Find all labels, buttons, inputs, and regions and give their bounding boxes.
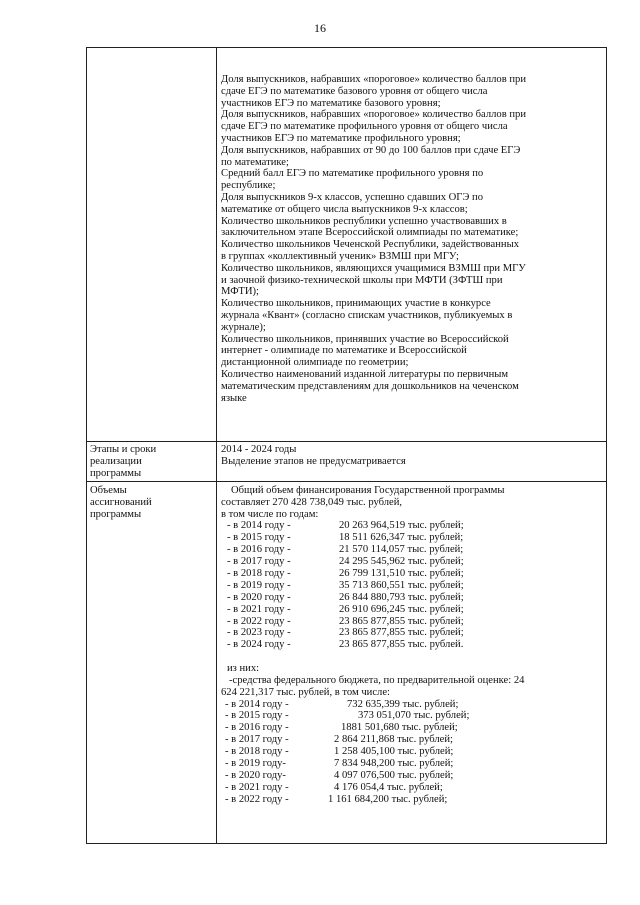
list-item: - в 2019 году - 35 713 860,551 тыс. рублей; [227, 579, 464, 591]
indicator-line: заключительном этапе Всероссийской олимпиады по математике; [221, 227, 519, 239]
indicator-line: журнале); [221, 321, 266, 333]
page-number: 16 [314, 21, 326, 35]
indicator-line: Доля выпускников, набравших от 90 до 100 баллов при сдаче ЕГЭ [221, 144, 521, 156]
list-item: - в 2018 году - 1 258 405,100 тыс. рублей; [225, 746, 454, 758]
of-which-label: из них: [227, 663, 260, 675]
list-item: - в 2018 году - 26 799 131,510 тыс. рублей; [227, 567, 464, 579]
list-item: - в 2019 году- 7 834 948,200 тыс. рублей; [225, 758, 454, 770]
indicator-line: сдаче ЕГЭ по математике базового уровня от общего числа [221, 85, 488, 97]
funding-intro: Общий объем финансирования Государственной программы [231, 485, 505, 496]
list-item: - в 2017 году - 24 295 545,962 тыс. рублей; [227, 556, 464, 568]
list-item: - в 2022 году - 23 865 877,855 тыс. рублей; [227, 615, 464, 627]
federal-budget-line: -средства федерального бюджета, по предварительной оценке: 24 [229, 674, 525, 686]
funding-label: Объемы ассигнований программы [90, 485, 152, 520]
indicator-line: Количество школьников, принимающих участие в конкурсе [221, 298, 491, 310]
stages-value [221, 444, 605, 468]
indicator-line: Доля выпускников, набравших «пороговое» количество баллов при [221, 74, 527, 85]
indicator-line: в группах «коллективный ученик» ВЗМШ при МГУ; [221, 250, 459, 262]
list-item: - в 2021 году - 4 176 054,4 тыс. рублей; [225, 781, 443, 793]
indicator-line: Количество школьников республики успешно участвовавших в [221, 215, 507, 227]
indicator-line: Средний балл ЕГЭ по математике профильного уровня по [221, 168, 484, 180]
funding-by-years-caption: в том числе по годам: [221, 508, 319, 520]
row-divider [87, 441, 606, 442]
indicator-line: языке [221, 392, 247, 404]
indicator-line: дистанционной олимпиаде по геометрии; [221, 357, 409, 369]
column-divider [216, 48, 217, 843]
indicator-line: Количество школьников, являющихся учащимися ВЗМШ при МГУ [221, 262, 526, 274]
funding-value [221, 485, 605, 806]
indicator-line: участников ЕГЭ по математике базового уровня; [221, 97, 441, 109]
federal-budget-total: 624 221,317 тыс. рублей, в том числе: [221, 686, 390, 698]
list-item: - в 2015 году - 18 511 626,347 тыс. рублей; [227, 532, 464, 544]
list-item: - в 2016 году - 21 570 114,057 тыс. рублей; [227, 544, 464, 556]
indicator-line: Количество наименований изданной литературы по первичным [221, 368, 509, 380]
stages-note: Выделение этапов не предусматривается [221, 455, 406, 467]
indicator-line: участников ЕГЭ по математике профильного уровня; [221, 132, 461, 144]
list-item: - в 2022 году - 1 161 684,200 тыс. рублей; [225, 793, 448, 805]
indicator-line: Доля выпускников 9-х классов, успешно сдавших ОГЭ по [221, 191, 484, 203]
indicator-line: математике от общего числа выпускников 9-х классов; [221, 203, 468, 215]
stages-period: 2014 - 2024 годы [221, 444, 297, 455]
program-passport-table [86, 47, 607, 844]
indicator-line: Количество школьников Чеченской Республики, задействованных [221, 239, 519, 251]
list-item: - в 2017 году - 2 864 211,868 тыс. рублей; [225, 734, 453, 746]
indicator-line: сдаче ЕГЭ по математике профильного уровня от общего числа [221, 121, 508, 133]
indicator-line: республике; [221, 180, 276, 192]
indicator-line: Доля выпускников, набравших «пороговое» количество баллов при [221, 109, 527, 121]
indicator-line: математическим представлениям для дошкольников на чеченском [221, 380, 519, 392]
indicator-line: МФТИ); [221, 286, 259, 298]
indicator-line: интернет - олимпиаде по математике и Всероссийской [221, 345, 467, 357]
funding-total: составляет 270 428 738,049 тыс. рублей, [221, 496, 403, 508]
indicator-line: журнала «Квант» (согласно спискам участников, публикуемых в [221, 309, 513, 321]
list-item: - в 2016 году - 1881 501,680 тыс. рублей; [225, 722, 458, 734]
list-item: - в 2023 году - 23 865 877,855 тыс. рублей; [227, 627, 464, 639]
list-item: - в 2020 году- 4 097 076,500 тыс. рублей; [225, 769, 454, 781]
list-item: - в 2014 году - 732 635,399 тыс. рублей; [225, 698, 459, 710]
indicator-line: по математике; [221, 156, 289, 168]
list-item: - в 2021 году - 26 910 696,245 тыс. рублей; [227, 603, 464, 615]
list-item: - в 2020 году - 26 844 880,793 тыс. рублей; [227, 591, 464, 603]
funding-by-year-list [221, 520, 605, 651]
list-item: - в 2015 году - 373 051,070 тыс. рублей; [225, 710, 470, 722]
stages-label: Этапы и сроки реализации программы [90, 444, 157, 479]
indicator-line: Количество школьников, принявших участие во Всероссийской [221, 333, 509, 345]
federal-by-year-list [221, 699, 605, 806]
indicator-line: и заочной физико-технической школы при МФТИ (ЗФТШ при [221, 274, 503, 286]
row-divider [87, 481, 606, 482]
list-item: - в 2024 году - 23 865 877,855 тыс. рублей. [227, 639, 464, 651]
indicators-list [221, 74, 605, 404]
list-item: - в 2014 году - 20 263 964,519 тыс. рублей; [227, 520, 464, 532]
